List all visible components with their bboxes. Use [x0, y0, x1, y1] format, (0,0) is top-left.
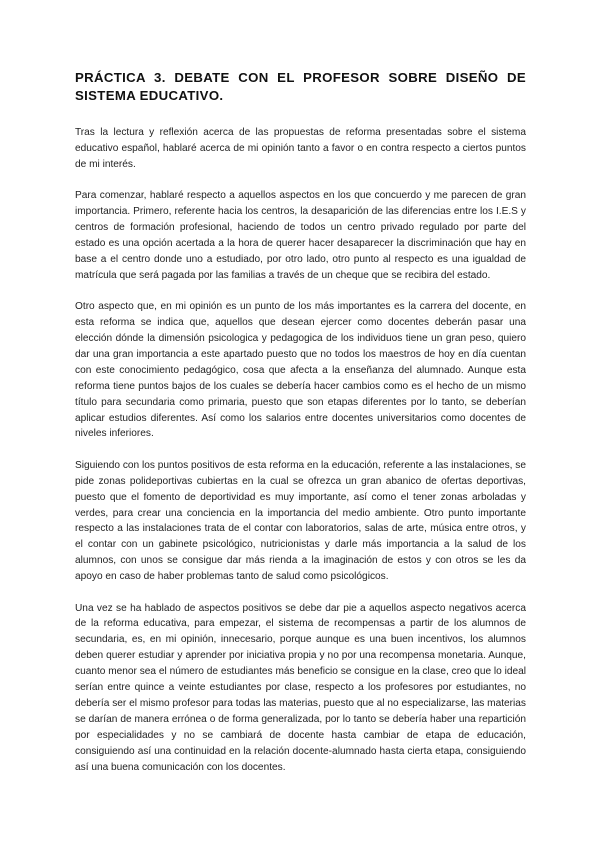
document-title: PRÁCTICA 3. DEBATE CON EL PROFESOR SOBRE DISEÑO DE SISTEMA EDUCATIVO.: [75, 70, 526, 103]
paragraph-centros: Para comenzar, hablaré respecto a aquellos aspectos en los que concuerdo y me parecen de gran importancia. Primero, referente hacia los centros, la desaparición de las diferencias entre los I.E.S y centros de formación profesional, haciendo de todos un centro privado regulado por parte del estado es una opción acertada a la hora de querer hacer desaparecer la discriminación que hay en base a el centro donde uno a estudiado, por otro lado, otro punto al respecto es una igualdad de matrícula que será pagada por las familias a través de un cheque que se recibira del estado.: [75, 190, 526, 281]
paragraph-instalaciones: Siguiendo con los puntos positivos de esta reforma en la educación, referente a las instalaciones, se pide zonas polideportivas cubiertas en la cual se ofrezca un gran abanico de ofertas deportivas, puesto que el fomento de deportividad es muy importante, así como el tener zonas arboladas y verdes, para crear una conciencia en la importancia del medio ambiente. Otro punto importante respecto a las instalaciones trata de el contar con laboratorios, salas de arte, música entre otros, y el contar con un gabinete psicológico, nutricionistas y darle más importancia a la salud de los alumnos, con unos se consigue dar más rienda a la imaginación de estos y con otros se les da apoyo en caso de haber problemas tanto de salud como psicológicos.: [75, 459, 526, 583]
document-body: [75, 69, 526, 791]
paragraph-carrera-docente: Otro aspecto que, en mi opinión es un punto de los más importantes es la carrera del docente, en esta reforma se indica que, aquellos que desean ejercer como docentes deberán pasar una elección dónde la dimensión psicologica y pedagogica de los individuos tiene un gran peso, quiero dar una gran importancia a este apartado puesto que no todos los maestros de hoy en día cuentan con este conocimiento pedagógico, cosa que afecta a la enseñanza del alumnado. Aunque esta reforma tiene puntos bajos de los cuales se debería hacer cambios como es el hecho de un mismo título para secundaria como primaria, puesto que son etapas diferentes por lo tanto, se deberían aplicar estudios diferentes. Así como los salarios entre docentes universitarios como docentes de niveles inferiores.: [75, 301, 526, 440]
paragraph-introduction: Tras la lectura y reflexión acerca de las propuestas de reforma presentadas sobre el sistema educativo español, hablaré acerca de mi opinión tanto a favor o en contra respecto a ciertos puntos de mi interés.: [75, 127, 526, 170]
paragraph-aspectos-negativos: Una vez se ha hablado de aspectos positivos se debe dar pie a aquellos aspecto negativos acerca de la reforma educativa, para empezar, el sistema de recompensas a partir de los alumnos de secundaria, es, en mi opinión, innecesario, porque aunque es una buen incentivos, los alumnos deben querer estudiar y aprender por iniciativa propia y no por una recompensa monetaria. Aunque, cuanto menor sea el número de estudiantes más beneficio se consigue en la clase, creo que lo ideal serían entre quince a veinte estudiantes por clase, respecto a los profesores por estudiantes, no debería ser el mismo profesor para todas las materias, puesto que al no especializarse, las materias se darían de manera errónea o de forma generalizada, por lo tanto se debería haber una repartición por especialidades y no se cambiará de docente hasta cambiar de etapa de educación, consiguiendo así una continuidad en la relación docente-alumnado hasta cierta etapa, consiguiendo así una buena comunicación con los docentes.: [75, 602, 526, 773]
